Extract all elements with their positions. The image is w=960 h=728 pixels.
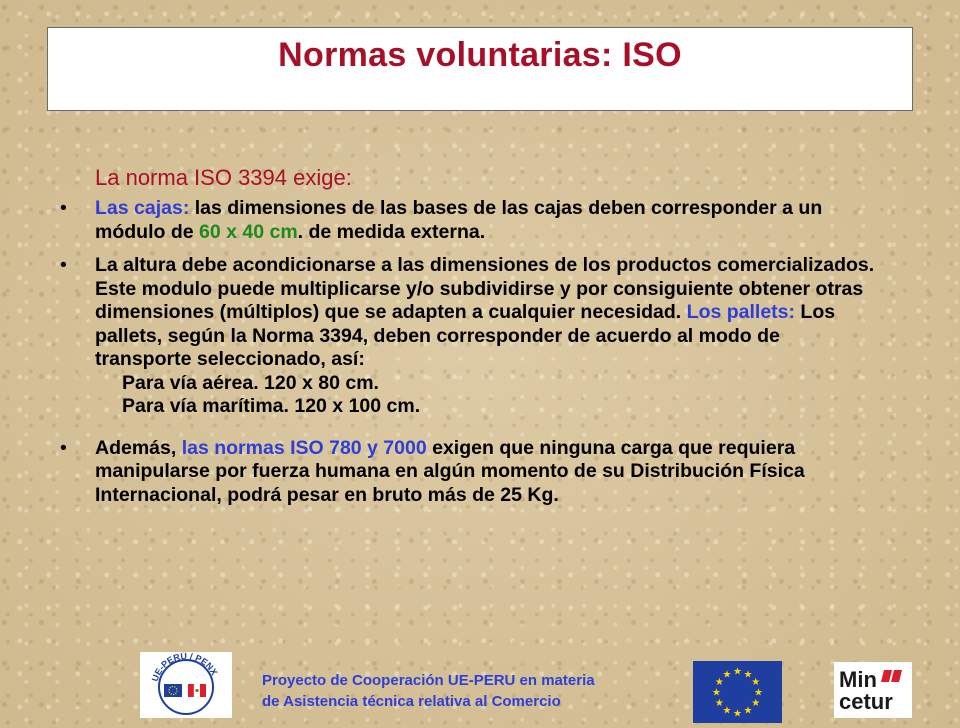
svg-text:UE-PERÚ / PENX (150, 652, 220, 683)
mincetur-logo (834, 662, 912, 718)
eu-star-icon: ★ (714, 698, 724, 709)
cajas-lead: Las cajas: (95, 197, 190, 219)
eu-star-icon: ★ (714, 677, 724, 688)
eu-star-icon: ★ (754, 687, 763, 699)
ademas-text-a: Además, (95, 436, 182, 459)
penx-logo-graphic (140, 652, 232, 718)
footer-project-text (262, 670, 595, 712)
cajas-text-b: . de medida externa. (297, 220, 486, 243)
bullet-item-ademas (60, 437, 880, 508)
mincetur-flag-mark-2 (891, 670, 902, 682)
penx-logo-text: UE-PERÚ / PENX (149, 652, 220, 683)
mincetur-logo-line1: Min (839, 667, 877, 692)
ademas-text-b: exigen que ninguna carga que requiera manipularse por fuerza humana en algún momento de su Distribución Física Internacional, podrá pesar en bruto más de 25 Kg. (95, 436, 805, 506)
slide-title: Normas voluntarias: ISO (278, 36, 682, 74)
ue-peru-penx-logo (140, 652, 232, 718)
mincetur-flag-mark-1 (881, 670, 892, 682)
bullet-icon: • (60, 254, 67, 276)
footer-line-2: de Asistencia técnica relativa al Comercio (262, 693, 561, 710)
cajas-text-a: las dimensiones de las bases de las cajas deben corresponder a un módulo de (95, 197, 823, 243)
eu-star-icon: ★ (722, 669, 732, 681)
eu-star-icon: ★ (751, 698, 761, 709)
slide-content (60, 165, 880, 517)
bullet-item-cajas (60, 197, 880, 244)
altura-text-a: La altura debe acondicionarse a las dimensiones de los productos comercializados. Este modulo puede multiplicarse y/o subdividirse y por consiguiente obtener otras dimensiones (múltiplos) que se adapten a cualquier necesidad. (95, 254, 875, 323)
eu-star-icon: ★ (712, 687, 721, 699)
pallet-air-size: Para vía aérea. 120 x 80 cm. (122, 371, 379, 394)
mincetur-logo-line2: cetur (839, 689, 893, 714)
altura-text-b: Los pallets, según la Norma 3394, deben corresponder de acuerdo al modo de transporte seleccionado, así: (95, 301, 836, 370)
eu-flag-logo (693, 661, 782, 723)
bullet-item-altura (60, 254, 880, 419)
pallet-sea-size: Para vía marítima. 120 x 100 cm. (122, 395, 421, 417)
bullet-icon: • (60, 436, 67, 459)
bullet-list (60, 197, 880, 507)
eu-star-icon: ★ (722, 705, 732, 717)
footer-line-1: Proyecto de Cooperación UE-PERU en materia (262, 672, 595, 689)
title-box (47, 27, 913, 111)
bullet-icon: • (60, 197, 67, 219)
eu-stars (693, 661, 782, 723)
intro-text: La norma ISO 3394 exige: (95, 165, 352, 190)
cajas-measure: 60 x 40 cm (199, 220, 298, 243)
footer (0, 650, 960, 720)
eu-star-icon: ★ (743, 705, 753, 717)
mincetur-logo-graphic (834, 662, 912, 718)
eu-star-icon: ★ (743, 669, 753, 681)
eu-star-icon: ★ (751, 677, 761, 688)
eu-star-icon: ★ (733, 708, 742, 720)
eu-star-icon: ★ (733, 666, 742, 678)
pallets-lead: Los pallets: (686, 301, 796, 323)
iso-norms-lead: las normas ISO 780 y 7000 (181, 436, 427, 459)
